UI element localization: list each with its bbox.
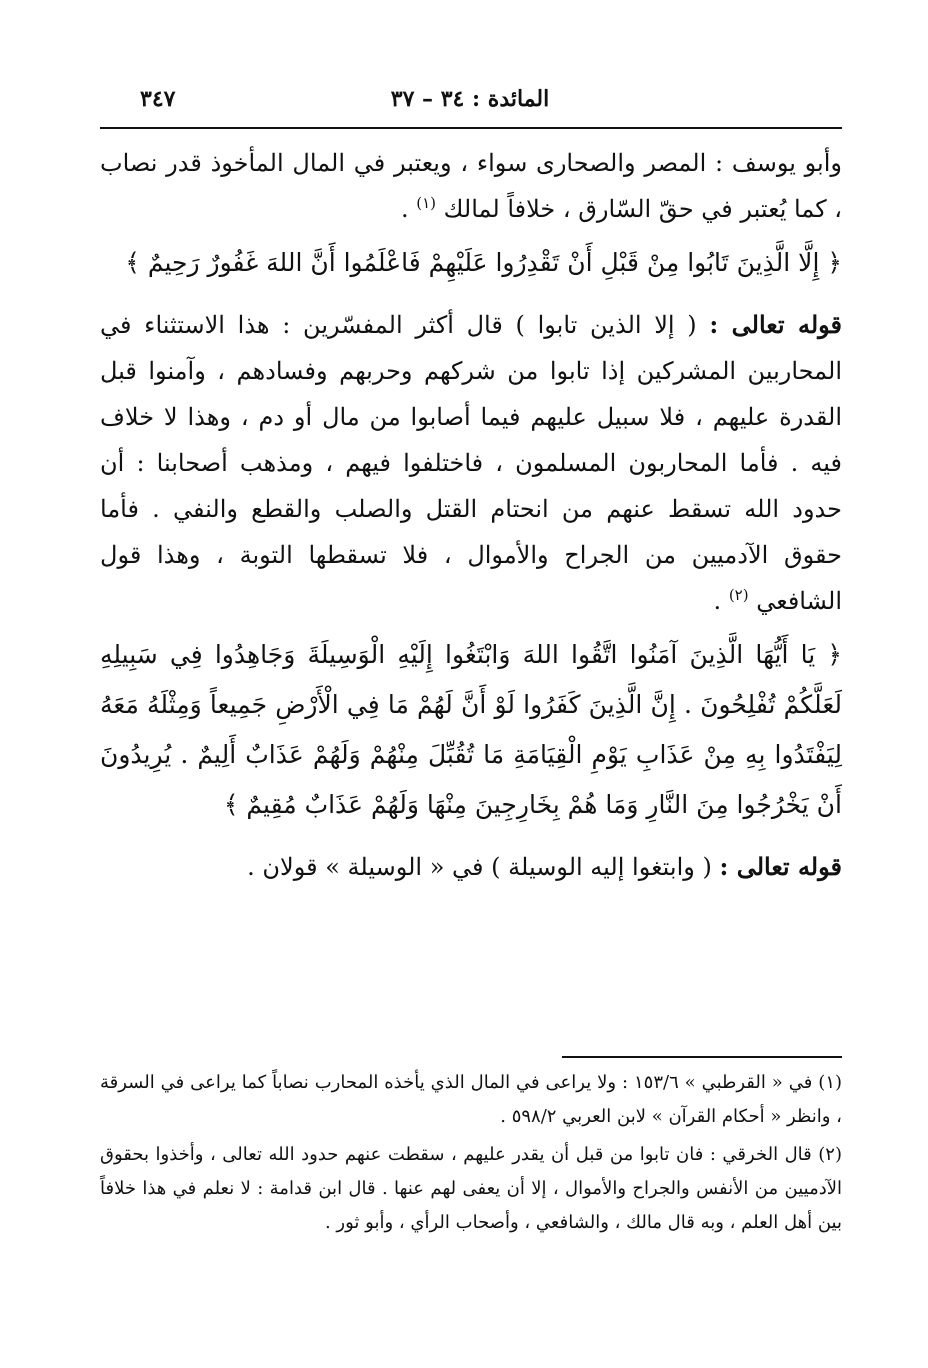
footnote-2: (٢) قال الخرقي : فان تابوا من قبل أن يقدر عليهم ، سقطت عنهم حدود الله تعالى ، وأخذوا بحقوق الآدميين من الأنفس والجراح والأموال ، إلا أن يعفى لهم عنها . قال ابن قدامة : لا نعلم في هذا خلافاً بين أهل العلم ، وبه قال مالك ، والشافعي ، وأصحاب الرأي ، وأبو ثور . <box>100 1144 842 1233</box>
paragraph-3-lead: قوله تعالى : <box>719 852 842 881</box>
footnote-1: (١) في « القرطبي » ١٥٣/٦ : ولا يراعى في المال الذي يأخذه المحارب نصاباً كما يراعى في السرقة ، وانظر « أحكام القرآن » لابن العربي ٥٩٨/٢ . <box>100 1072 843 1127</box>
paragraph-1-text: وأبو يوسف : المصر والصحارى سواء ، ويعتبر في المال المأخوذ قدر نصاب ، كما يُعتبر في حقّ السّارق ، خلافاً لمالك <box>100 149 842 223</box>
main-text <box>100 140 842 896</box>
verse-1: ﴿ إِلَّا الَّذِينَ تَابُوا مِنْ قَبْلِ أَنْ تَقْدِرُوا عَلَيْهِمْ فَاعْلَمُوا أَنَّ اللهَ غَفُورٌ رَحِيمٌ ﴾ <box>125 248 842 277</box>
footnote-rule <box>562 1056 842 1058</box>
paragraph-1-end: . <box>400 195 409 223</box>
header-rule <box>100 127 842 129</box>
footnote-ref-1[interactable]: (١) <box>416 194 437 212</box>
running-head: المائدة : ٣٤ – ٣٧ <box>390 86 550 112</box>
paragraph-2-end: . <box>713 587 722 615</box>
footnote-ref-2[interactable]: (٢) <box>728 586 749 604</box>
paragraph-2 <box>100 302 842 624</box>
footnotes <box>100 1066 842 1244</box>
paragraph-3 <box>100 844 842 890</box>
paragraph-1 <box>100 140 842 232</box>
verse-2: ﴿ يَا أَيُّهَا الَّذِينَ آمَنُوا اتَّقُوا اللهَ وَابْتَغُوا إِلَيْهِ الْوَسِيلَةَ وَجَاهِدُوا فِي سَبِيلِهِ لَعَلَّكُمْ تُفْلِحُونَ . إِنَّ الَّذِينَ كَفَرُوا لَوْ أَنَّ لَهُمْ مَا فِي الْأَرْضِ جَمِيعاً وَمِثْلَهُ مَعَهُ لِيَفْتَدُوا بِهِ مِنْ عَذَابِ يَوْمِ الْقِيَامَةِ مَا تُقُبِّلَ مِنْهُمْ وَلَهُمْ عَذَابٌ أَلِيمٌ . يُرِيدُونَ أَنْ يَخْرُجُوا مِنَ النَّارِ وَمَا هُمْ بِخَارِجِينَ مِنْهَا وَلَهُمْ عَذَابٌ مُقِيمٌ ﴾ <box>100 640 842 819</box>
paragraph-2-text: ( إلا الذين تابوا ) قال أكثر المفسّرين : هذا الاستثناء في المحاربين المشركين إذا تابوا من شركهم وحربهم وفسادهم ، وآمنوا قبل القدرة عليهم ، فلا سبيل عليهم فيما أصابوا من مال أو دم ، وهذا لا خلاف فيه . فأما المحاربون المسلمون ، فاختلفوا فيهم ، ومذهب أصحابنا : أن حدود الله تسقط عنهم من انحتام القتل والصلب والقطع والنفي . فأما حقوق الآدميين من الجراح والأموال ، فلا تسقطها التوبة ، وهذا قول الشافعي <box>100 311 843 615</box>
page-number: ٣٤٧ <box>140 86 176 112</box>
page-header <box>100 80 840 120</box>
paragraph-3-text: ( وابتغوا إليه الوسيلة ) في « الوسيلة » قولان . <box>247 853 712 881</box>
paragraph-2-lead: قوله تعالى : <box>709 310 842 339</box>
